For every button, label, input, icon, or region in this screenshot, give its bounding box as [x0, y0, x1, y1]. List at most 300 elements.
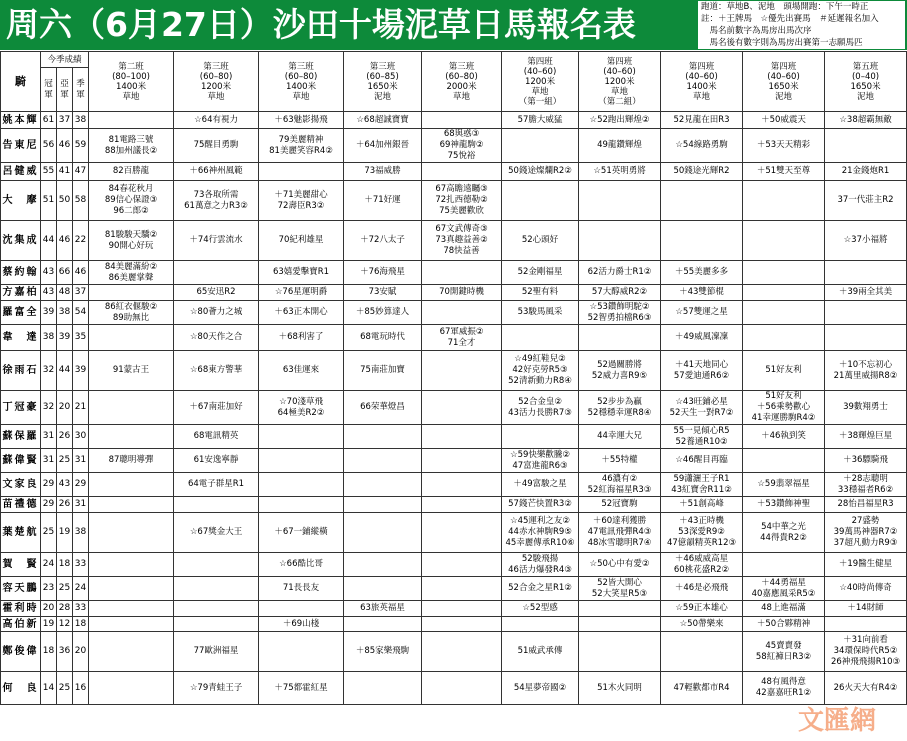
race-header-line: 草地: [207, 91, 225, 102]
horse-entry: ＋60達利獲勝: [592, 516, 647, 526]
table-row: [1, 181, 907, 221]
race-entry-cell: [502, 285, 579, 301]
race-entry-cell: [344, 181, 422, 221]
horse-entry: 63嬉愛擊寶R1: [272, 267, 330, 277]
horse-entry: 53駿馬風采: [517, 307, 563, 317]
race-entry-cell: [502, 632, 579, 672]
horse-entry: 89助無比: [112, 312, 150, 323]
race-header-line: 第四班: [770, 61, 797, 72]
horse-entry: ＋56乘勢歡心: [756, 402, 811, 412]
race-entry-cell: [344, 553, 422, 577]
race-entry-cell: [502, 553, 579, 577]
horse-entry: ＋75都霍紅星: [274, 682, 328, 693]
race-entry-cell: [259, 425, 344, 449]
horse-entry: ☆46醒目再臨: [675, 455, 728, 465]
horse-entry: 64電子群星R1: [187, 479, 245, 489]
seconds-count: 46: [57, 221, 73, 261]
horse-entry: 72扎西德勒②: [435, 195, 488, 205]
jockey-name: 方嘉柏: [1, 285, 41, 301]
horse-entry: ☆52型感: [522, 603, 558, 613]
thirds-count: 18: [73, 617, 89, 632]
race-entry-cell: [743, 301, 825, 325]
horse-entry: 61萬意之力R3②: [184, 200, 248, 211]
race-header: [502, 52, 579, 112]
horse-entry: ＋85妙算達人: [355, 307, 410, 317]
race-entry-cell: [259, 325, 344, 351]
horse-entry: ＋64加州銀晉: [355, 140, 410, 150]
wins-count: 51: [41, 181, 57, 221]
race-header-line: (40–60): [685, 71, 718, 82]
jockey-name: 容天鵬: [1, 577, 41, 601]
race-entry-cell: [174, 261, 259, 285]
race-header-line: (60–80): [445, 71, 478, 82]
race-header-line: 1400米: [686, 81, 717, 92]
horse-entry: 54星夢帝國②: [513, 682, 567, 693]
horse-entry: 39數翔勇士: [843, 402, 888, 412]
horse-entry: ＋66神州風範: [189, 166, 243, 176]
horse-entry: ☆43旺鋪必星: [675, 396, 728, 407]
jockey-name: 文家良: [1, 473, 41, 497]
horse-entry: ＋67一鋪縱橫: [274, 527, 328, 537]
table-row: [1, 285, 907, 301]
seconds-count: 26: [57, 425, 73, 449]
race-entry-cell: [661, 513, 743, 553]
race-entry-cell: [174, 672, 259, 705]
race-entry-cell: [661, 632, 743, 672]
race-entry-cell: [259, 577, 344, 601]
horse-entry: 52智勇拍檔R6③: [587, 312, 652, 323]
horse-entry: 50錢途光輝R2: [673, 166, 730, 176]
horse-entry: ☆80天作之合: [189, 332, 243, 342]
thirds-count: 29: [73, 473, 89, 497]
seconds-count: 25: [57, 672, 73, 705]
horse-entry: 52冠寶駒: [601, 499, 638, 509]
horse-entry: 59瀟灑王子R1: [673, 473, 730, 484]
wins-count: 24: [41, 553, 57, 577]
race-entry-cell: [502, 181, 579, 221]
race-entry-cell: [502, 577, 579, 601]
race-entry-cell: [502, 473, 579, 497]
race-entry-cell: [579, 449, 661, 473]
horse-entry: ＋44勇福星: [761, 577, 806, 588]
race-entry-cell: [259, 473, 344, 497]
race-entry-cell: [825, 221, 907, 261]
seconds-count: 46: [57, 129, 73, 163]
seconds-count: 28: [57, 601, 73, 617]
race-header-line: 草地: [453, 91, 471, 102]
horse-entry: 72壽臣R3②: [277, 200, 325, 211]
thirds-count: 37: [73, 285, 89, 301]
race-entry-cell: [422, 672, 502, 705]
third-header: [73, 68, 89, 112]
race-entry-cell: [502, 672, 579, 705]
race-entry-cell: [89, 553, 174, 577]
race-entry-cell: [89, 325, 174, 351]
race-entry-cell: [259, 617, 344, 632]
race-entry-cell: [89, 577, 174, 601]
race-entry-cell: [89, 163, 174, 181]
race-entry-cell: [89, 261, 174, 285]
horse-entry: 62活力爵士R1②: [587, 267, 652, 277]
seconds-count: 41: [57, 163, 73, 181]
jockey-name: 告東尼: [1, 129, 41, 163]
race-header-line: (60–80): [284, 71, 318, 82]
race-entry-cell: [174, 473, 259, 497]
horse-entry: ＋69山棧: [282, 618, 320, 629]
wins-count: 55: [41, 163, 57, 181]
race-entry-cell: [579, 601, 661, 617]
horse-entry: 53深愛R9②: [678, 527, 725, 537]
horse-entry: 78快益善: [443, 246, 480, 256]
horse-entry: ☆50心中有愛②: [589, 559, 650, 569]
thirds-count: 20: [73, 632, 89, 672]
horse-entry: ＋36驃騎飛: [843, 455, 888, 465]
thirds-count: 21: [73, 391, 89, 425]
horse-entry: 47億韻精英R12③: [666, 538, 737, 548]
race-entry-cell: [825, 351, 907, 391]
race-header-line: 1200米: [200, 81, 232, 92]
horse-entry: 73福威勝: [364, 166, 401, 176]
table-row: [1, 221, 907, 261]
horse-entry: 86紅衣偃駿②: [104, 301, 158, 312]
horse-entry: 51威武承傳: [517, 646, 563, 656]
race-entry-cell: [661, 301, 743, 325]
horse-entry: 52合金之星R1②: [508, 583, 572, 593]
horse-entry: 28怡昌福星R3: [837, 499, 894, 509]
race-entry-cell: [579, 221, 661, 261]
race-entry-cell: [743, 497, 825, 513]
race-entry-cell: [579, 617, 661, 632]
wins-count: 44: [41, 221, 57, 261]
race-header: [259, 52, 344, 112]
race-entry-cell: [579, 553, 661, 577]
jockey-name: 韋 達: [1, 325, 41, 351]
race-entry-cell: [174, 601, 259, 617]
horse-entry: 52穩穩幸運R8④: [587, 407, 652, 418]
wins-count: 38: [41, 325, 57, 351]
wins-count: 43: [41, 285, 57, 301]
horse-entry: 45幸麗傳承R10⑥: [505, 538, 575, 548]
race-entry-cell: [743, 285, 825, 301]
entries-table-container: [0, 51, 907, 741]
race-entry-cell: [502, 601, 579, 617]
race-entry-cell: [174, 325, 259, 351]
race-header-line: (40–60): [523, 66, 557, 77]
table-row: [1, 672, 907, 705]
jockey-name: 鄭俊偉: [1, 632, 41, 672]
race-entry-cell: [344, 221, 422, 261]
race-entry-cell: [344, 325, 422, 351]
race-entry-cell: [661, 221, 743, 261]
horse-entry: 42嘉嘉旺R1②: [755, 688, 812, 698]
horse-entry: 90開心好玩: [108, 240, 154, 251]
horse-entry: 87聰明導彈: [108, 455, 154, 465]
race-entry-cell: [422, 601, 502, 617]
horse-entry: 26火天大有R4②: [833, 682, 898, 693]
race-entry-cell: [502, 497, 579, 513]
race-entry-cell: [743, 425, 825, 449]
horse-entry: ☆68超誠寶寶: [356, 114, 409, 125]
race-entry-cell: [661, 325, 743, 351]
race-entry-cell: [825, 425, 907, 449]
wins-count: 23: [41, 577, 57, 601]
horse-entry: ＋55特權: [601, 455, 638, 465]
race-entry-cell: [259, 632, 344, 672]
horse-entry: 46濃有②: [601, 473, 638, 484]
race-entry-cell: [743, 129, 825, 163]
horse-entry: ☆45運利之友②: [510, 516, 571, 526]
race-entry-cell: [825, 473, 907, 497]
horse-entry: ＋51創高峰: [679, 499, 724, 509]
horse-entry: ＋67南莊加好: [189, 402, 243, 412]
race-entry-cell: [579, 473, 661, 497]
race-entry-cell: [259, 181, 344, 221]
race-entry-cell: [259, 261, 344, 285]
horse-entry: 55一見傾心R5: [673, 425, 730, 436]
race-entry-cell: [174, 129, 259, 163]
race-entry-cell: [89, 221, 174, 261]
race-header-line: (0–40): [851, 71, 880, 82]
table-row: [1, 449, 907, 473]
horse-entry: 47輕歡都市R4: [673, 682, 730, 693]
horse-entry: 73安賦: [368, 287, 397, 297]
thirds-count: 39: [73, 351, 89, 391]
race-entry-cell: [89, 181, 174, 221]
horse-entry: 47富進龍R6③: [512, 460, 568, 471]
race-entry-cell: [502, 449, 579, 473]
horse-entry: ＋28志聰明: [843, 473, 888, 484]
race-entry-cell: [422, 391, 502, 425]
race-entry-cell: [344, 351, 422, 391]
race-entry-cell: [579, 325, 661, 351]
horse-entry: 43紅寶舍R11②: [671, 484, 732, 495]
race-header-line: 泥地: [857, 91, 875, 102]
race-entry-cell: [743, 351, 825, 391]
race-header-line: 1200米: [524, 76, 556, 87]
race-entry-cell: [174, 221, 259, 261]
race-entry-cell: [422, 513, 502, 553]
race-entry-cell: [259, 112, 344, 129]
table-row: [1, 325, 907, 351]
wins-count: 20: [41, 601, 57, 617]
horse-entry: ＋43雙節棍: [679, 287, 724, 297]
seconds-count: 19: [57, 513, 73, 553]
horse-entry: ＋68利害了: [278, 332, 324, 342]
seconds-count: 20: [57, 391, 73, 425]
horse-entry: 52威力喜R9⑤: [591, 370, 648, 381]
horse-entry: 44得貴R2②: [760, 532, 807, 543]
race-entry-cell: [259, 301, 344, 325]
horse-entry: 42好克勞R5③: [512, 365, 568, 375]
race-entry-cell: [825, 163, 907, 181]
race-entry-cell: [344, 497, 422, 513]
table-row: [1, 577, 907, 601]
race-entry-cell: [422, 261, 502, 285]
jockey-name: 呂健威: [1, 163, 41, 181]
race-entry-cell: [502, 617, 579, 632]
wins-count: 32: [41, 391, 57, 425]
horse-entry: ☆50帶樂來: [679, 618, 724, 629]
race-entry-cell: [89, 601, 174, 617]
horse-entry: ＋74行雲流水: [189, 235, 243, 245]
jockey-name: 蘇保羅: [1, 425, 41, 449]
race-entry-cell: [422, 112, 502, 129]
race-entry-cell: [579, 577, 661, 601]
race-entry-cell: [502, 129, 579, 163]
race-entry-cell: [422, 449, 502, 473]
race-entry-cell: [174, 112, 259, 129]
race-entry-cell: [825, 112, 907, 129]
race-header-line: 草地: [122, 91, 140, 102]
race-entry-cell: [259, 513, 344, 553]
thirds-count: 33: [73, 601, 89, 617]
race-entry-cell: [344, 577, 422, 601]
thirds-count: 38: [73, 513, 89, 553]
race-entry-cell: [661, 163, 743, 181]
horse-entry: ＋43正時機: [679, 516, 724, 526]
horse-entry: ☆38超霸無敵: [839, 114, 892, 125]
race-entry-cell: [422, 163, 502, 181]
horse-entry: 69神龍駒②: [439, 140, 484, 150]
race-header: [825, 52, 907, 112]
horse-entry: ＋71美麗甜心: [274, 189, 328, 200]
race-header-line: 第四班: [688, 61, 715, 72]
race-entry-cell: [743, 617, 825, 632]
horse-entry: 52聖有料: [521, 287, 559, 297]
horse-entry: ＋38輝煌巨星: [838, 431, 893, 441]
wins-count: 14: [41, 672, 57, 705]
race-entry-cell: [89, 497, 174, 513]
race-entry-cell: [344, 391, 422, 425]
race-entry-cell: [259, 672, 344, 705]
horse-entry: ☆57雙運之星: [675, 307, 728, 317]
race-entry-cell: [174, 553, 259, 577]
horse-entry: 52見龍在田R3: [673, 114, 730, 125]
note-line: 馬名後有數字則為馬房出賽第一志願馬匹: [701, 38, 863, 48]
horse-entry: 60桃花盛R2②: [673, 564, 730, 575]
notes-box: [698, 1, 905, 49]
race-header-line: (40–60): [767, 71, 800, 82]
horse-entry: ☆64有視力: [194, 114, 238, 125]
horse-entry: 41幸運勝駒R4②: [751, 413, 816, 423]
horse-entry: 52清新動力R8④: [508, 376, 572, 386]
race-header: [174, 52, 259, 112]
race-entry-cell: [422, 473, 502, 497]
horse-entry: ☆80薈力之城: [189, 307, 243, 317]
race-entry-cell: [89, 513, 174, 553]
race-entry-cell: [344, 513, 422, 553]
race-entry-cell: [579, 285, 661, 301]
second-header: [57, 68, 73, 112]
horse-entry: ＋63魅影揚飛: [274, 114, 328, 125]
horse-entry: ☆37小福將: [843, 235, 888, 245]
table-row: [1, 301, 907, 325]
horse-entry: ＋53鑽飾神聖: [756, 499, 811, 509]
horse-entry: 75悅裕: [447, 151, 476, 161]
race-entry-cell: [89, 112, 174, 129]
horse-entry: ☆76星運明爵: [274, 287, 328, 297]
wins-count: 31: [41, 425, 57, 449]
table-row: [1, 632, 907, 672]
race-entry-cell: [422, 285, 502, 301]
seconds-count: 36: [57, 632, 73, 672]
seconds-count: 25: [57, 449, 73, 473]
race-header-line: 草地: [693, 91, 711, 102]
race-entry-cell: [579, 129, 661, 163]
horse-entry: 73各取所需: [193, 189, 239, 200]
race-entry-cell: [743, 473, 825, 497]
horse-entry: 48冰雪聰明R7④: [587, 538, 652, 548]
race-entry-cell: [502, 351, 579, 391]
horse-entry: ＋46威威高星: [674, 553, 729, 564]
horse-entry: 70開鍵時機: [439, 287, 484, 297]
wins-count: 56: [41, 129, 57, 163]
horse-entry: 82百勝龍: [112, 166, 150, 176]
horse-entry: ☆59正本雄心: [675, 603, 728, 613]
horse-entry: 65安迅R2: [196, 287, 236, 297]
horse-entry: 52駿飛揚: [521, 553, 559, 564]
race-header-line: 1400米: [115, 81, 147, 92]
race-entry-cell: [661, 129, 743, 163]
race-entry-cell: [502, 112, 579, 129]
horse-entry: ＋31向前看: [843, 635, 888, 645]
wins-count: 29: [41, 473, 57, 497]
race-entry-cell: [89, 301, 174, 325]
horse-entry: ＋14財師: [847, 603, 884, 613]
table-row: [1, 129, 907, 163]
race-entry-cell: [89, 285, 174, 301]
race-entry-cell: [502, 513, 579, 553]
race-entry-cell: [502, 325, 579, 351]
jockey-name: 沈集成: [1, 221, 41, 261]
race-entry-cell: [825, 449, 907, 473]
horse-entry: 68與惑③: [443, 129, 480, 139]
race-entry-cell: [579, 112, 661, 129]
horse-entry: 49龍鑽輝煌: [597, 140, 642, 150]
race-entry-cell: [661, 112, 743, 129]
race-entry-cell: [579, 672, 661, 705]
win-header: [41, 68, 57, 112]
horse-entry: 52天生一對R7②: [669, 407, 734, 418]
race-entry-cell: [422, 553, 502, 577]
race-header-line: (40–60): [603, 66, 636, 77]
race-entry-cell: [579, 632, 661, 672]
thirds-count: 31: [73, 449, 89, 473]
race-entry-cell: [661, 601, 743, 617]
race-header-line: 第三班: [203, 61, 229, 72]
horse-entry: 81美麗笑容R4②: [269, 145, 333, 156]
horse-entry: 63佳運來: [282, 365, 320, 375]
horse-entry: 84美麗滿紛②: [104, 261, 158, 272]
race-entry-cell: [89, 672, 174, 705]
race-entry-cell: [259, 391, 344, 425]
race-entry-cell: [579, 163, 661, 181]
race-header: [661, 52, 743, 112]
horse-entry: 71長長友: [282, 583, 320, 593]
wins-count: 39: [41, 301, 57, 325]
race-entry-cell: [174, 181, 259, 221]
horse-entry: ＋50威震天: [761, 114, 806, 125]
race-entry-cell: [661, 497, 743, 513]
horse-entry: ＋19醫生健星: [838, 559, 893, 569]
jockey-name: 高伯新: [2, 618, 39, 630]
seconds-count: 12: [57, 617, 73, 632]
jockey-name: 蔡約翰: [1, 261, 41, 285]
race-header-line: （第二組）: [598, 96, 641, 107]
jockey-name: 賀 賢: [1, 553, 41, 577]
race-header-line: 1200米: [604, 76, 635, 87]
horse-entry: 57大醇威R2②: [591, 287, 648, 297]
